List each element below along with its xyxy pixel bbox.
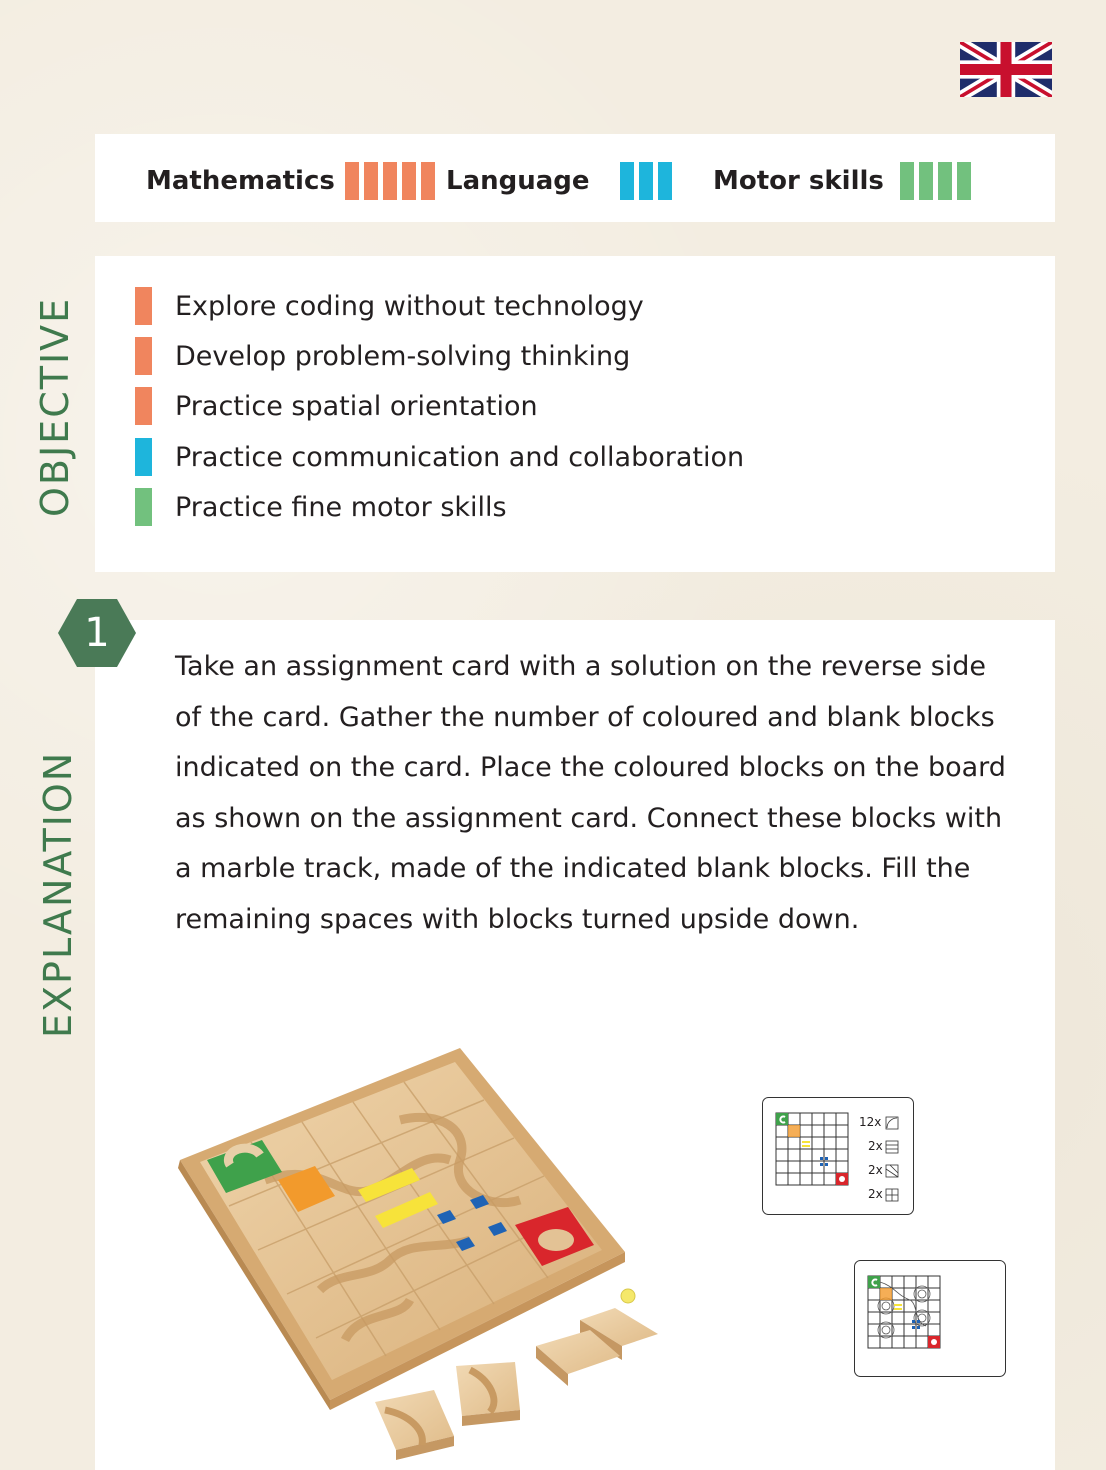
skill-stripes bbox=[900, 162, 976, 200]
objective-marker bbox=[135, 488, 152, 526]
assignment-card-graphic bbox=[762, 1097, 914, 1215]
wooden-board-photo bbox=[170, 1040, 680, 1470]
skill-mathematics bbox=[146, 162, 440, 200]
block-count: 2x bbox=[868, 1139, 883, 1153]
solution-card bbox=[854, 1260, 1006, 1377]
skill-stripe bbox=[639, 162, 653, 200]
skill-stripes bbox=[345, 162, 440, 200]
objective-marker bbox=[135, 337, 152, 375]
skill-stripe bbox=[345, 162, 359, 200]
skill-stripe bbox=[900, 162, 914, 200]
skill-stripes bbox=[620, 162, 677, 200]
objective-item bbox=[135, 487, 507, 527]
objective-text: Develop problem-solving thinking bbox=[175, 340, 631, 372]
objective-item bbox=[135, 286, 644, 326]
objective-heading: OBJECTIVE bbox=[33, 296, 77, 517]
explanation-line: remaining spaces with blocks turned upside down. bbox=[175, 903, 860, 935]
skill-stripe bbox=[957, 162, 971, 200]
block-count: 2x bbox=[868, 1163, 883, 1177]
objective-marker bbox=[135, 387, 152, 425]
explanation-line: as shown on the assignment card. Connect these blocks with bbox=[175, 802, 1003, 834]
explanation-line: a marble track, made of the indicated blank blocks. Fill the bbox=[175, 853, 971, 884]
explanation-line: of the card. Gather the number of coloured and blank blocks bbox=[175, 701, 995, 733]
block-count: 2x bbox=[868, 1187, 883, 1201]
skill-language bbox=[446, 162, 677, 200]
skill-label: Mathematics bbox=[146, 166, 335, 196]
explanation-text bbox=[175, 642, 1015, 945]
objective-text: Explore coding without technology bbox=[175, 290, 644, 322]
objective-item bbox=[135, 437, 744, 477]
objective-text: Practice communication and collaboration bbox=[175, 441, 745, 473]
step-number: 1 bbox=[84, 610, 110, 656]
objective-text: Practice spatial orientation bbox=[175, 390, 538, 422]
skill-stripe bbox=[658, 162, 672, 200]
skill-label: Language bbox=[446, 166, 590, 196]
objective-marker bbox=[135, 287, 152, 325]
skill-stripe bbox=[364, 162, 378, 200]
objective-marker bbox=[135, 438, 152, 476]
objective-item bbox=[135, 386, 538, 426]
union-jack-flag-icon bbox=[960, 42, 1052, 97]
objective-item bbox=[135, 336, 630, 376]
skill-stripe bbox=[402, 162, 416, 200]
skill-stripe bbox=[383, 162, 397, 200]
objective-text: Practice fine motor skills bbox=[175, 491, 507, 523]
skills-bar bbox=[95, 134, 1055, 222]
skill-stripe bbox=[620, 162, 634, 200]
explanation-line: indicated on the card. Place the coloured blocks on the board bbox=[175, 752, 1006, 783]
explanation-line: Take an assignment card with a solution on the reverse side bbox=[175, 651, 987, 682]
skill-motor bbox=[713, 162, 976, 200]
assignment-card bbox=[762, 1097, 914, 1215]
skill-stripe bbox=[421, 162, 435, 200]
skill-stripe bbox=[919, 162, 933, 200]
skill-label: Motor skills bbox=[713, 166, 884, 196]
objective-card bbox=[95, 256, 1055, 572]
skill-stripe bbox=[938, 162, 952, 200]
explanation-heading: EXPLANATION bbox=[36, 750, 80, 1038]
block-count: 12x bbox=[859, 1115, 882, 1129]
